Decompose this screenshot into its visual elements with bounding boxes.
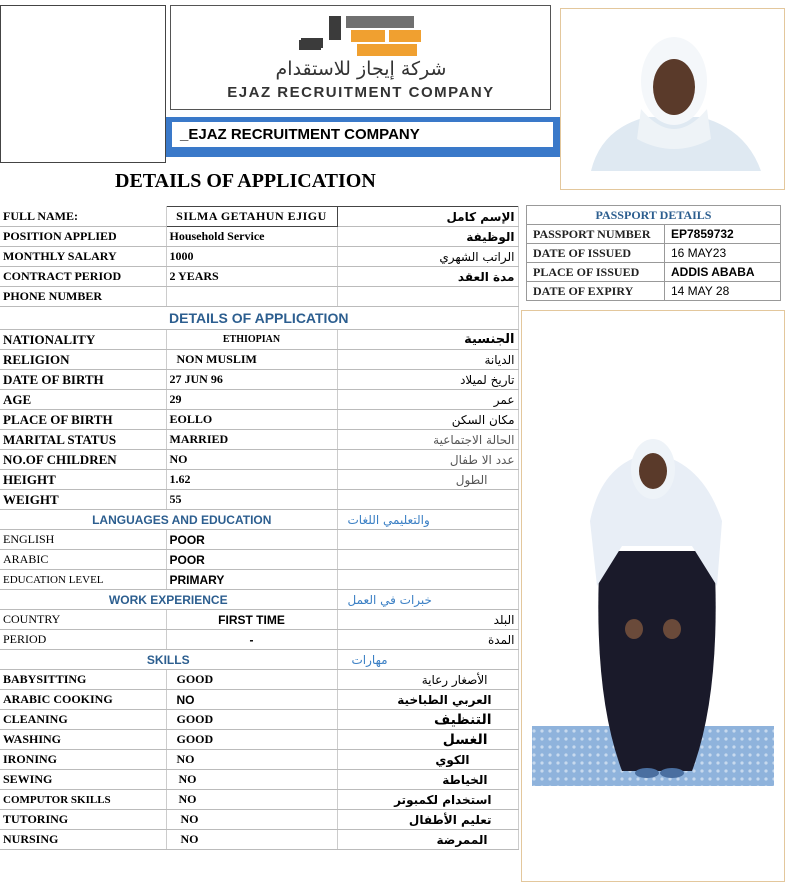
nationality-value: ETHIOPIAN (166, 330, 337, 350)
religion-label: RELIGION (0, 350, 166, 370)
country-label: COUNTRY (0, 610, 166, 630)
form-row (0, 267, 518, 287)
issue-place-value: ADDIS ABABA (665, 263, 781, 282)
country-arabic: البلد (337, 610, 518, 630)
weight-value: 55 (166, 490, 337, 510)
country-value: FIRST TIME (166, 610, 337, 630)
skill-label: NURSING (0, 830, 166, 850)
skill-row (0, 710, 518, 730)
passport-header-row (527, 206, 781, 225)
form-row (0, 470, 518, 490)
skill-label: CLEANING (0, 710, 166, 730)
period-arabic: المدة (337, 630, 518, 650)
period-value: - (166, 630, 337, 650)
form-row (0, 227, 518, 247)
contract-label: CONTRACT PERIOD (0, 267, 166, 287)
age-label: AGE (0, 390, 166, 410)
dob-value: 27 JUN 96 (166, 370, 337, 390)
phone-arabic (337, 287, 518, 307)
empty-cell (337, 550, 518, 570)
application-form (0, 206, 519, 850)
position-value: Household Service (166, 227, 337, 247)
full-body-image (522, 311, 784, 881)
marital-label: MARITAL STATUS (0, 430, 166, 450)
dob-label: DATE OF BIRTH (0, 370, 166, 390)
birthplace-label: PLACE OF BIRTH (0, 410, 166, 430)
marital-value: MARRIED (166, 430, 337, 450)
skill-label: IRONING (0, 750, 166, 770)
skill-label: SEWING (0, 770, 166, 790)
skill-arabic: العربي الطباخية (337, 690, 518, 710)
children-value: NO (166, 450, 337, 470)
skill-value: NO (166, 830, 337, 850)
form-row (0, 247, 518, 267)
education-value: PRIMARY (166, 570, 337, 590)
contract-arabic: مدة العقد (337, 267, 518, 287)
children-arabic: عدد الا طفال (337, 450, 518, 470)
languages-section-title: LANGUAGES AND EDUCATION (0, 510, 337, 530)
children-label: NO.OF CHILDREN (0, 450, 166, 470)
skill-row (0, 670, 518, 690)
issue-date-value: 16 MAY23 (665, 244, 781, 263)
issue-date-label: DATE OF ISSUED (527, 244, 665, 263)
form-row (0, 610, 518, 630)
skill-row (0, 770, 518, 790)
age-value: 29 (166, 390, 337, 410)
skill-value: NO (166, 690, 337, 710)
skill-row (0, 830, 518, 850)
skill-arabic: التنظيف (337, 710, 518, 730)
work-section-title: WORK EXPERIENCE (0, 590, 337, 610)
skill-arabic: الممرضة (337, 830, 518, 850)
skill-value: GOOD (166, 710, 337, 730)
passport-row (527, 263, 781, 282)
expiry-date-value: 14 MAY 28 (665, 282, 781, 301)
passport-number-value: EP7859732 (665, 225, 781, 244)
skill-arabic: الخياطة (337, 770, 518, 790)
skill-label: COMPUTOR SKILLS (0, 790, 166, 810)
skill-value: NO (166, 750, 337, 770)
company-logo (170, 5, 551, 110)
phone-value (166, 287, 337, 307)
skill-arabic: الكوي (337, 750, 518, 770)
skill-value: NO (166, 770, 337, 790)
form-row (0, 630, 518, 650)
arabic-label: ARABIC (0, 550, 166, 570)
religion-arabic: الديانة (337, 350, 518, 370)
company-name-english: EJAZ RECRUITMENT COMPANY (227, 84, 495, 101)
blank-box (0, 5, 166, 163)
form-row (0, 450, 518, 470)
skill-row (0, 810, 518, 830)
section-header (0, 307, 518, 330)
marital-arabic: الحالة الاجتماعية (337, 430, 518, 450)
english-label: ENGLISH (0, 530, 166, 550)
company-banner-text: _EJAZ RECRUITMENT COMPANY (172, 122, 553, 147)
issue-place-label: PLACE OF ISSUED (527, 263, 665, 282)
section-header (0, 590, 518, 610)
details-section-title: DETAILS OF APPLICATION (0, 307, 518, 330)
passport-row (527, 282, 781, 301)
portrait-photo (560, 8, 785, 190)
weight-arabic (337, 490, 518, 510)
skill-arabic: الأصغار رعاية (337, 670, 518, 690)
form-row (0, 570, 518, 590)
company-name-arabic: شركة إيجاز للاستقدام (275, 58, 447, 80)
position-arabic: الوظيفة (337, 227, 518, 247)
position-label: POSITION APPLIED (0, 227, 166, 247)
work-section-arabic: خبرات في العمل (337, 590, 518, 610)
page-title: DETAILS OF APPLICATION (115, 170, 376, 192)
skill-label: BABYSITTING (0, 670, 166, 690)
expiry-date-label: DATE OF EXPIRY (527, 282, 665, 301)
nationality-arabic: الجنسية (337, 330, 518, 350)
empty-cell (337, 530, 518, 550)
english-value: POOR (166, 530, 337, 550)
skill-row (0, 790, 518, 810)
education-label: EDUCATION LEVEL (0, 570, 166, 590)
full-body-photo (521, 310, 785, 882)
skill-arabic: الغسل (337, 730, 518, 750)
form-row (0, 530, 518, 550)
weight-label: WEIGHT (0, 490, 166, 510)
passport-details (526, 205, 781, 301)
skill-row (0, 730, 518, 750)
religion-value: NON MUSLIM (166, 350, 337, 370)
skill-arabic: تعليم الأطفال (337, 810, 518, 830)
form-row (0, 287, 518, 307)
period-label: PERIOD (0, 630, 166, 650)
skill-value: GOOD (166, 730, 337, 750)
full-name-arabic: الإسم كامل (337, 207, 518, 227)
section-header (0, 650, 518, 670)
skill-value: NO (166, 810, 337, 830)
form-row (0, 330, 518, 350)
skill-row (0, 750, 518, 770)
skill-arabic: استخدام لكمبوتر (337, 790, 518, 810)
passport-row (527, 225, 781, 244)
section-header (0, 510, 518, 530)
contract-value: 2 YEARS (166, 267, 337, 287)
form-row (0, 410, 518, 430)
form-row (0, 550, 518, 570)
salary-arabic: الراتب الشهري (337, 247, 518, 267)
form-row (0, 490, 518, 510)
full-name-row (0, 207, 518, 227)
form-row (0, 350, 518, 370)
passport-row (527, 244, 781, 263)
skill-label: TUTORING (0, 810, 166, 830)
skill-row (0, 690, 518, 710)
skill-value: NO (166, 790, 337, 810)
languages-section-arabic: والتعليمي اللغات (337, 510, 518, 530)
skill-value: GOOD (166, 670, 337, 690)
passport-header: PASSPORT DETAILS (527, 206, 781, 225)
age-arabic: عمر (337, 390, 518, 410)
form-row (0, 370, 518, 390)
dob-arabic: تاريخ لميلاد (337, 370, 518, 390)
height-label: HEIGHT (0, 470, 166, 490)
phone-label: PHONE NUMBER (0, 287, 166, 307)
skills-section-arabic: مهارات (337, 650, 518, 670)
form-row (0, 390, 518, 410)
salary-value: 1000 (166, 247, 337, 267)
salary-label: MONTHLY SALARY (0, 247, 166, 267)
skills-section-title: SKILLS (0, 650, 337, 670)
skill-label: WASHING (0, 730, 166, 750)
skill-label: ARABIC COOKING (0, 690, 166, 710)
portrait-image (561, 9, 784, 189)
full-name-label: FULL NAME: (0, 207, 166, 227)
arabic-value: POOR (166, 550, 337, 570)
birthplace-arabic: مكان السكن (337, 410, 518, 430)
birthplace-value: EOLLO (166, 410, 337, 430)
height-arabic: الطول (337, 470, 518, 490)
passport-number-label: PASSPORT NUMBER (527, 225, 665, 244)
empty-cell (337, 570, 518, 590)
full-name-value: SILMA GETAHUN EJIGU (166, 207, 337, 227)
form-row (0, 430, 518, 450)
height-value: 1.62 (166, 470, 337, 490)
nationality-label: NATIONALITY (0, 330, 166, 350)
